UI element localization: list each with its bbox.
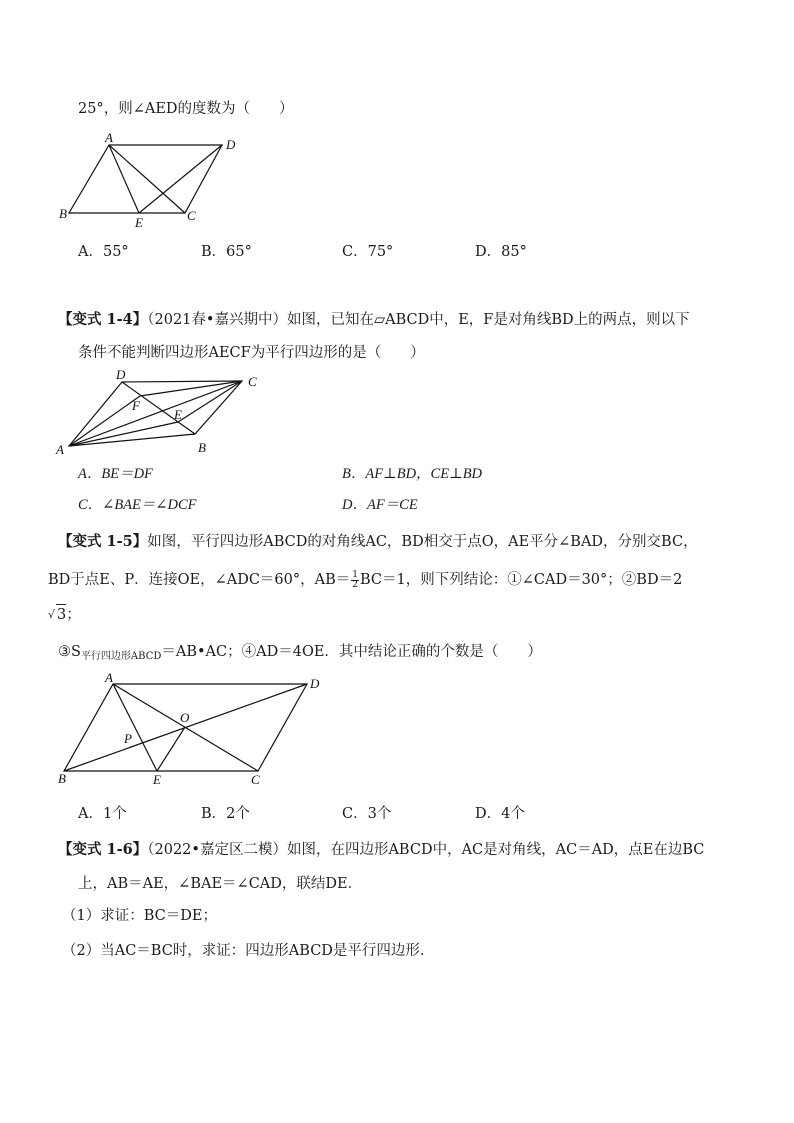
- q15-line2: [48, 570, 682, 590]
- q15-stem-2b: BC＝1，则下列结论：①∠CAD＝30°；②BD＝2: [360, 572, 683, 588]
- q14-label-f: F: [132, 398, 140, 413]
- q1-label-c: C: [187, 208, 196, 223]
- q15-stem-3: ；: [66, 607, 81, 623]
- q16-tag: 【变式 1-6】: [58, 841, 148, 858]
- q14-label-a: A: [56, 442, 64, 457]
- q14-label-d: D: [116, 367, 126, 382]
- q15-figure: [52, 670, 332, 790]
- q1-figure: [55, 130, 255, 230]
- q16-part-1: （1）求证：BC＝DE；: [62, 908, 217, 924]
- q14-label-e: E: [174, 407, 182, 422]
- q15-stem-4a: ③S: [58, 644, 81, 660]
- q1-label-b: B: [59, 206, 67, 221]
- q15-stem-4b: ＝AB•AC；④AD＝4OE．其中结论正确的个数是（ ）: [161, 644, 542, 660]
- q15-frac-den: 2: [352, 579, 358, 590]
- q15-line4: [58, 642, 542, 664]
- q1-option-c: C．75°: [342, 244, 394, 260]
- q16-line1: [58, 840, 704, 860]
- q14-label-c: C: [248, 374, 257, 389]
- q15-label-p: P: [124, 731, 132, 746]
- q14-option-c: C．∠BAE＝∠DCF: [78, 497, 197, 513]
- q15-label-a: A: [105, 670, 113, 685]
- q15-stem-2a: BD于点E、P．连接OE，∠ADC＝60°，AB＝: [48, 572, 351, 588]
- q15-frac-num: 1: [352, 569, 358, 580]
- q1-label-d: D: [226, 137, 236, 152]
- q14-option-b: B．AF⊥BD，CE⊥BD: [342, 466, 483, 482]
- q1-stem-tail: 25°，则∠AED的度数为（ ）: [78, 101, 294, 117]
- q15-option-a: A．1个: [78, 806, 127, 822]
- q14-line1: [58, 310, 690, 330]
- q15-label-e: E: [153, 772, 161, 787]
- q14-option-a: A．BE＝DF: [78, 466, 153, 482]
- q15-option-d: D．4个: [475, 806, 525, 822]
- q14-figure: [52, 366, 267, 458]
- q15-line1: [58, 532, 698, 552]
- q1-option-a: A．55°: [78, 244, 129, 260]
- q14-label-b: B: [198, 440, 206, 455]
- q14-option-d: D．AF＝CE: [342, 497, 418, 513]
- q15-label-d: D: [310, 676, 320, 691]
- q15-option-c: C．3个: [342, 806, 392, 822]
- q15-label-o: O: [180, 710, 190, 725]
- q15-sqrt-sign: √: [48, 608, 56, 621]
- q14-tag: 【变式 1-4】: [58, 311, 148, 328]
- q15-label-b: B: [58, 771, 66, 786]
- q14-stem-2: 条件不能判断四边形AECF为平行四边形的是（ ）: [78, 345, 425, 361]
- q15-stem-1: 如图，平行四边形ABCD的对角线AC，BD相交于点O，AE平分∠BAD，分别交BC，: [147, 534, 698, 550]
- q15-fraction: [351, 571, 359, 590]
- q15-sqrt-value: 3: [56, 604, 66, 625]
- q1-label-e: E: [135, 215, 143, 230]
- q15-sub: 平行四边形ABCD: [80, 651, 162, 662]
- q1-label-a: A: [105, 130, 113, 145]
- q16-stem-2: 上，AB＝AE，∠BAE＝∠CAD，联结DE．: [78, 876, 363, 892]
- q15-option-b: B．2个: [201, 806, 250, 822]
- q15-tag: 【变式 1-5】: [58, 533, 148, 550]
- q16-stem-1: （2022•嘉定区二模）如图，在四边形ABCD中，AC是对角线，AC＝AD，点E在边BC: [147, 842, 705, 858]
- q1-option-d: D．85°: [475, 244, 527, 260]
- q14-stem-1: （2021春•嘉兴期中）如图，已知在▱ABCD中，E，F是对角线BD上的两点，则以下: [147, 312, 690, 328]
- q15-line3: [48, 604, 81, 625]
- q16-part-2: （2）当AC＝BC时，求证：四边形ABCD是平行四边形．: [62, 943, 435, 959]
- q15-label-c: C: [251, 772, 260, 787]
- q1-option-b: B．65°: [201, 244, 252, 260]
